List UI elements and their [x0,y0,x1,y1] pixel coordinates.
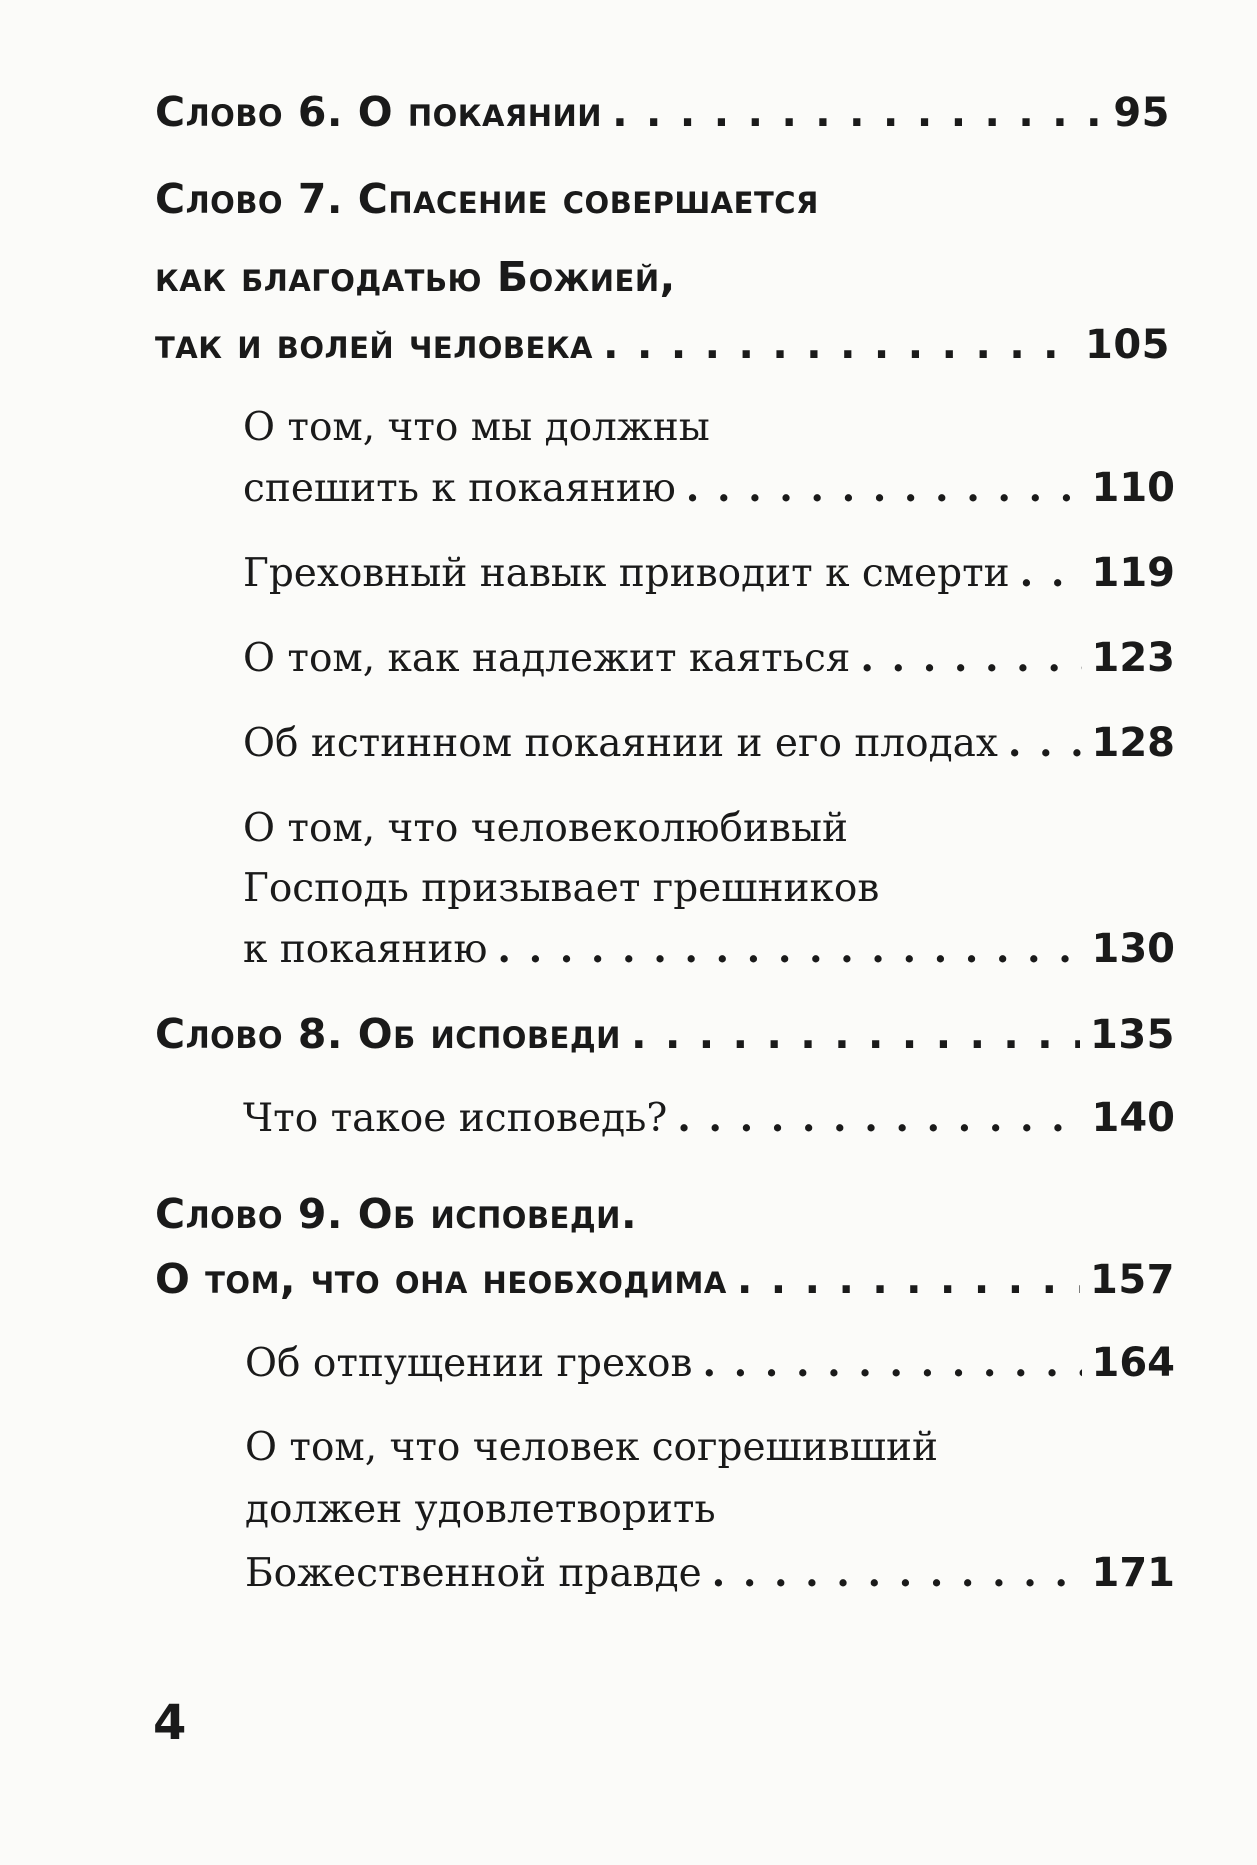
toc-entry-section-8-line-1 [245,1425,1175,1485]
toc-entry-title: Слово 7. Спасение совершается [155,175,819,223]
toc-entry-section-7 [245,1340,1175,1400]
toc-entry-title: спешить к покаянию [243,466,676,511]
toc-entry-title: как благодатью Божией, [155,253,676,301]
toc-entry-title: так и волей человека [155,320,593,368]
dot-leader [631,1010,1080,1058]
toc-page-number: 171 [1091,1550,1175,1596]
dot-leader [712,1550,1082,1596]
dot-leader [677,1095,1081,1141]
toc-page-number: 119 [1091,550,1175,596]
toc-entry-section-1-line-2 [243,465,1175,525]
toc-page-number: 164 [1091,1340,1175,1386]
toc-entry-chapter-7-line-2 [155,253,1170,313]
toc-page-number: 95 [1113,90,1170,136]
toc-entry-title: к покаянию [243,927,488,972]
toc-entry-title: О том, что человеколюбивый [243,806,848,851]
dot-leader [612,88,1103,136]
toc-entry-title: Божественной правде [245,1551,702,1596]
toc-entry-section-5-line-1 [243,806,1175,866]
dot-leader [603,320,1075,368]
toc-entry-chapter-7-line-1 [155,175,1170,235]
toc-entry-section-4 [243,720,1175,780]
toc-entry-title: Об истинном покаянии и его плодах [243,721,998,766]
toc-entry-title: Слово 6. О покаянии [155,88,603,136]
dot-leader [860,635,1081,681]
toc-entry-section-2 [243,550,1175,610]
toc-entry-title: Слово 8. Об исповеди [155,1010,621,1058]
toc-entry-title: Греховный навык приводит к смерти [243,551,1010,596]
dot-leader [1020,550,1082,596]
toc-entry-section-3 [243,635,1175,695]
toc-entry-title: О том, что она необходима [155,1255,727,1303]
toc-page-number: 130 [1091,926,1175,972]
toc-entry-chapter-6 [155,88,1170,148]
toc-entry-title: Что такое исповедь? [243,1096,668,1141]
toc-page-number: 105 [1085,322,1170,368]
toc-entry-section-6 [243,1095,1175,1155]
dot-leader [702,1340,1081,1386]
toc-entry-title: должен удовлетворить [245,1487,716,1532]
dot-leader [497,926,1081,972]
toc-entry-title: Слово 9. Об исповеди. [155,1190,638,1238]
toc-entry-section-1-line-1 [243,405,1175,465]
toc-page-number: 123 [1091,635,1175,681]
toc-entry-chapter-9-line-2 [155,1255,1175,1315]
toc-page-number: 128 [1091,720,1175,766]
toc-entry-section-5-line-2 [243,866,1175,926]
toc-page-number: 157 [1090,1257,1175,1303]
toc-entry-section-8-line-3 [245,1550,1175,1610]
toc-entry-title: О том, что мы должны [243,405,710,450]
toc-entry-chapter-8 [155,1010,1175,1070]
toc-entry-title: Господь призывает грешников [243,866,880,911]
dot-leader [686,465,1082,511]
dot-leader [737,1255,1080,1303]
toc-entry-title: О том, что человек согрешивший [245,1425,938,1470]
toc-entry-chapter-9-line-1 [155,1190,1175,1250]
toc-entry-section-5-line-3 [243,926,1175,986]
toc-page-number: 110 [1091,465,1175,511]
toc-page-number: 140 [1091,1095,1175,1141]
toc-entry-section-8-line-2 [245,1487,1175,1547]
toc-page-number: 135 [1090,1012,1175,1058]
page-number: 4 [153,1695,187,1751]
toc-entry-title: О том, как надлежит каяться [243,636,851,681]
toc-entry-chapter-7-line-3 [155,320,1170,380]
dot-leader [1008,720,1082,766]
toc-entry-title: Об отпущении грехов [245,1341,693,1386]
